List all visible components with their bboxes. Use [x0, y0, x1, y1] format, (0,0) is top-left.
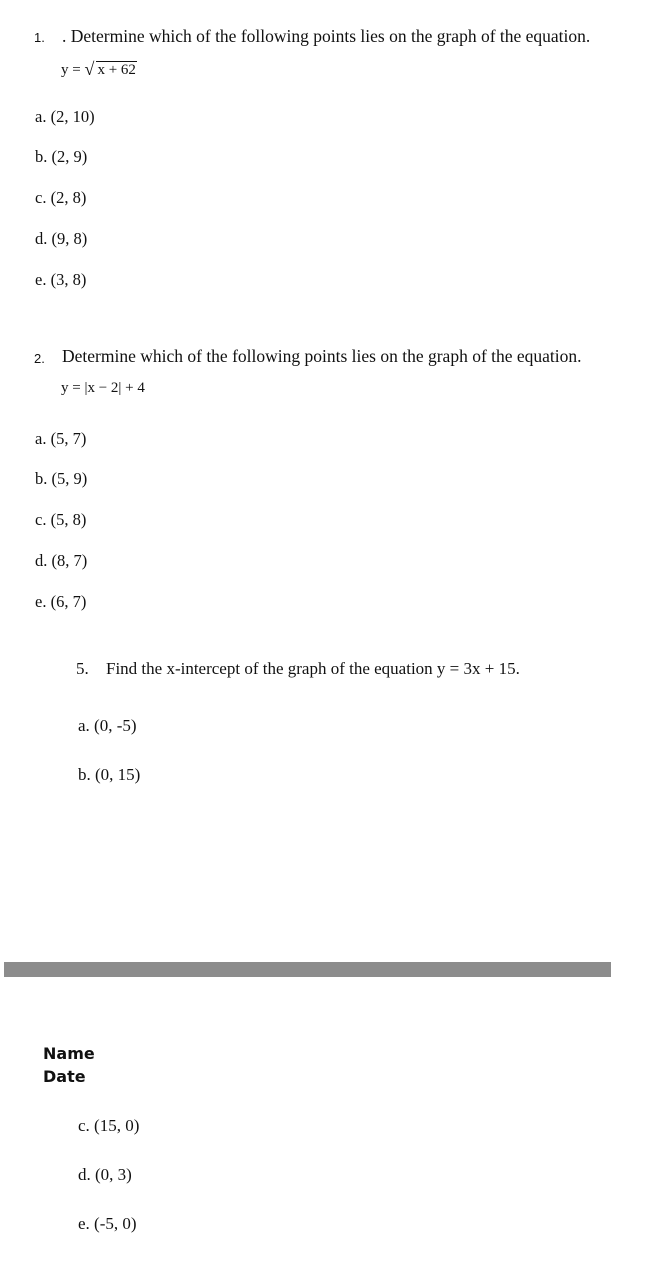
- date-label: Date: [43, 1067, 86, 1086]
- question-2-option-b: b. (5, 9): [35, 469, 88, 488]
- question-1-option-b: b. (2, 9): [35, 147, 88, 166]
- question-5-option-e: e. (-5, 0): [78, 1214, 137, 1233]
- equation-radicand: x + 62: [97, 62, 136, 78]
- question-2-option-c: c. (5, 8): [35, 510, 87, 529]
- question-1-option-c: c. (2, 8): [35, 188, 87, 207]
- question-1-text: . Determine which of the following points lies on the graph of the equation.: [62, 26, 591, 46]
- name-label: Name: [43, 1044, 95, 1063]
- question-2-option-e: e. (6, 7): [35, 592, 87, 611]
- question-1-number: 1.: [34, 30, 45, 45]
- question-2-option-a: a. (5, 7): [35, 429, 87, 448]
- question-1-option-a: a. (2, 10): [35, 107, 95, 126]
- question-5-text: Find the x-intercept of the graph of the equation y = 3x + 15.: [106, 659, 520, 678]
- question-2-equation: y = |x − 2| + 4: [61, 380, 145, 396]
- question-2-option-d: d. (8, 7): [35, 551, 88, 570]
- question-1-option-d: d. (9, 8): [35, 229, 88, 248]
- page-divider-bar: [4, 962, 611, 977]
- question-1-option-e: e. (3, 8): [35, 270, 87, 289]
- question-5-option-d: d. (0, 3): [78, 1165, 132, 1184]
- question-1-equation: [61, 59, 137, 79]
- radical-sign-icon: √: [84, 59, 95, 79]
- equation-lhs: y =: [61, 62, 85, 78]
- question-5-option-a: a. (0, -5): [78, 716, 137, 735]
- question-2-number: 2.: [34, 351, 45, 366]
- question-2-text: Determine which of the following points lies on the graph of the equation.: [62, 346, 582, 366]
- question-5-number: 5.: [76, 659, 89, 678]
- square-root: [84, 59, 136, 79]
- question-5-option-c: c. (15, 0): [78, 1116, 140, 1135]
- question-5-option-b: b. (0, 15): [78, 765, 141, 784]
